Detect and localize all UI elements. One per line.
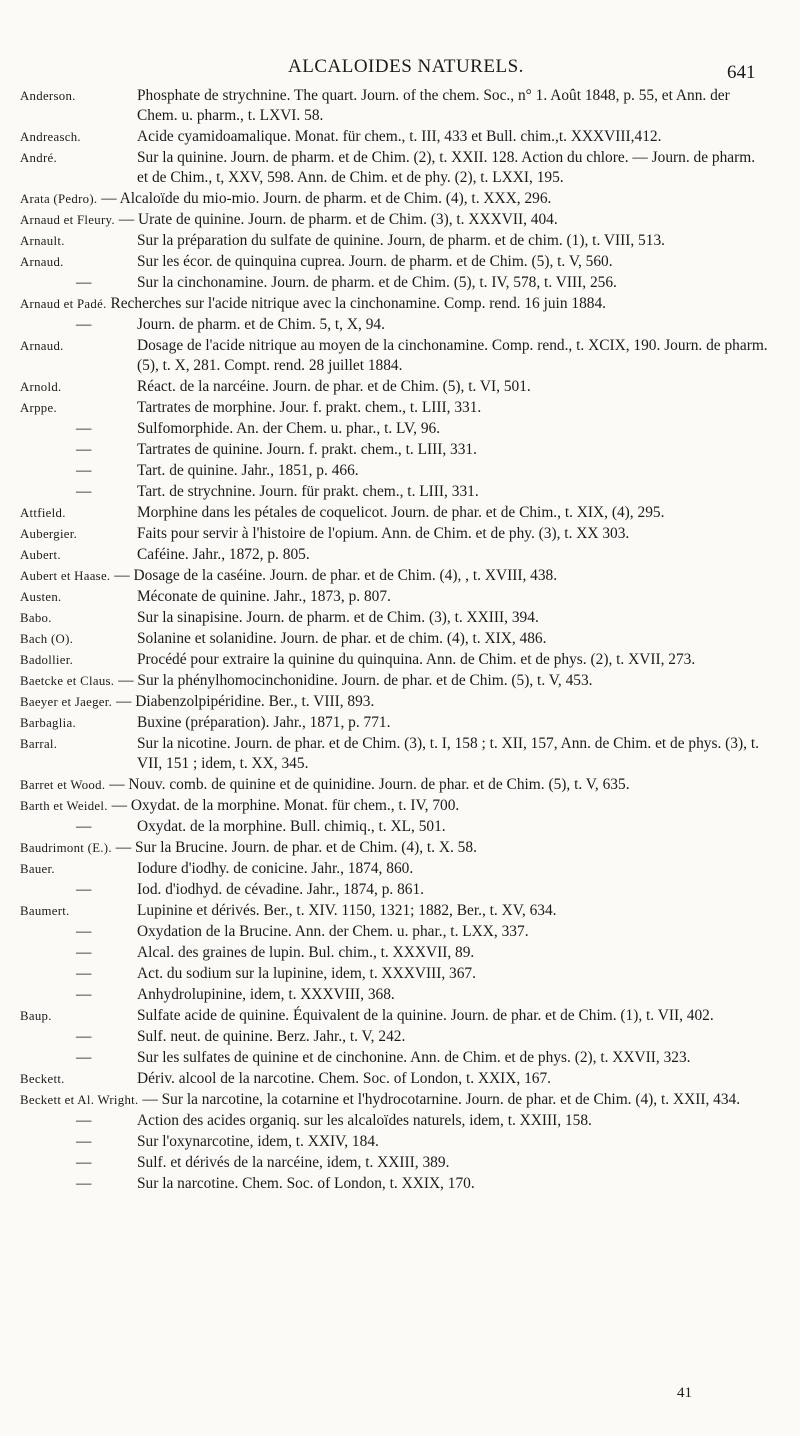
bibliography-entry [20,1153,768,1173]
bibliography-entry [20,231,768,251]
bibliography-entry [20,210,768,230]
bibliography-entry [20,148,768,188]
entry-reference: Caféine. Jahr., 1872, p. 805. [137,546,310,563]
entry-reference: Sur l'oxynarcotine, idem, t. XXIV, 184. [137,1133,379,1150]
bibliography-entry [20,817,768,837]
entry-reference: — Dosage de la caséine. Journ. de phar. et de Chim. (4), , t. XVIII, 438. [114,567,558,584]
entry-reference: Sur les sulfates de quinine et de cinchonine. Ann. de Chim. et de phys. (2), t. XXVII, 323. [137,1049,691,1066]
entry-author: Baetcke et Claus. [20,674,115,688]
signature-mark: 41 [677,1385,692,1401]
bibliography-entry [20,419,768,439]
entry-author: Baup. [20,1009,52,1023]
entry-reference: — Alcaloïde du mio-mio. Journ. de pharm. et de Chim. (4), t. XXX, 296. [101,190,552,207]
entry-reference: — Oxydat. de la morphine. Monat. für chem., t. IV, 700. [111,797,460,814]
entry-reference: Buxine (préparation). Jahr., 1871, p. 771. [137,714,391,731]
entry-reference: Anhydrolupinine, idem, t. XXXVIII, 368. [137,986,395,1003]
bibliography-entry [20,1006,768,1026]
ditto-dash: — [76,965,92,982]
bibliography-entry [20,440,768,460]
entry-author: Baeyer et Jaeger. [20,695,113,709]
bibliography-entry [20,901,768,921]
bibliography-entry [20,838,768,858]
bibliography-entry [20,692,768,712]
entry-author: Aubert et Haase. [20,569,111,583]
bibliography-entry [20,273,768,293]
entry-reference: Recherches sur l'acide nitrique avec la cinchonamine. Comp. rend. 16 juin 1884. [110,295,606,312]
entry-author: Arnaud. [20,339,64,353]
ditto-dash: — [76,316,92,333]
bibliography-entry [20,503,768,523]
page-header [0,52,800,82]
bibliography-entry [20,566,768,586]
bibliography-entry [20,713,768,733]
ditto-dash: — [76,441,92,458]
ditto-dash: — [76,1028,92,1045]
bibliography-list [20,86,768,1195]
bibliography-entry [20,964,768,984]
bibliography-entry [20,189,768,209]
entry-reference: — Sur la Brucine. Journ. de phar. et de Chim. (4), t. X. 58. [115,839,477,856]
entry-reference: Tartrates de quinine. Journ. f. prakt. chem., t. LIII, 331. [137,441,477,458]
entry-author: Babo. [20,611,52,625]
bibliography-entry [20,377,768,397]
entry-author: Bauer. [20,862,55,876]
entry-reference: Oxydat. de la morphine. Bull. chimiq., t. XL, 501. [137,818,446,835]
bibliography-entry [20,1111,768,1131]
entry-reference: — Sur la phénylhomocinchonidine. Journ. de phar. et de Chim. (5), t. V, 453. [118,672,593,689]
entry-author: André. [20,151,57,165]
entry-author: Aubergier. [20,527,78,541]
bibliography-entry [20,252,768,272]
entry-reference: Sulfomorphide. An. der Chem. u. phar., t. LV, 96. [137,420,441,437]
entry-reference: Morphine dans les pétales de coquelicot. Journ. de phar. et de Chim., t. XIX, (4), 295. [137,504,665,521]
entry-reference: Act. du sodium sur la lupinine, idem, t. XXXVIII, 367. [137,965,476,982]
entry-reference: Sur les écor. de quinquina cuprea. Journ. de pharm. et de Chim. (5), t. V, 560. [137,253,613,270]
bibliography-entry [20,86,768,126]
entry-reference: — Urate de quinine. Journ. de pharm. et de Chim. (3), t. XXXVII, 404. [118,211,558,228]
entry-reference: Sur la quinine. Journ. de pharm. et de Chim. (2), t. XXII. 128. Action du chlore. — Journ. de pharm. et de Chim., t, XXV, 598. Ann. de Chim. et de phy. (2), t. LXXI, 195. [137,149,756,186]
entry-reference: Sur la préparation du sulfate de quinine. Journ, de pharm. et de chim. (1), t. VIII, 513. [137,232,665,249]
ditto-dash: — [76,1112,92,1129]
bibliography-entry [20,398,768,418]
entry-author: Barret et Wood. [20,778,106,792]
entry-author: Badollier. [20,653,74,667]
ditto-dash: — [76,274,92,291]
running-title: ALCALOIDES NATURELS. [288,56,524,77]
bibliography-entry [20,608,768,628]
entry-reference: Action des acides organiq. sur les alcaloïdes naturels, idem, t. XXIII, 158. [137,1112,592,1129]
entry-author: Anderson. [20,89,76,103]
bibliography-entry [20,315,768,335]
bibliography-entry [20,587,768,607]
entry-reference: Iodure d'iodhy. de conicine. Jahr., 1874, 860. [137,860,414,877]
bibliography-entry [20,796,768,816]
entry-author: Arnaud et Fleury. [20,213,115,227]
ditto-dash: — [76,818,92,835]
entry-author: Barth et Weidel. [20,799,108,813]
entry-reference: Oxydation de la Brucine. Ann. der Chem. u. phar., t. LXX, 337. [137,923,529,940]
bibliography-entry [20,1048,768,1068]
bibliography-entry [20,943,768,963]
ditto-dash: — [76,1154,92,1171]
ditto-dash: — [76,462,92,479]
bibliography-entry [20,1132,768,1152]
bibliography-entry [20,650,768,670]
bibliography-entry [20,859,768,879]
entry-reference: Tart. de strychnine. Journ. für prakt. chem., t. LIII, 331. [137,483,479,500]
entry-author: Beckett. [20,1072,65,1086]
entry-reference: Sur la sinapisine. Journ. de pharm. et de Chim. (3), t. XXIII, 394. [137,609,539,626]
page-number: 641 [727,62,756,83]
entry-reference: — Diabenzolpipéridine. Ber., t. VIII, 893. [116,693,375,710]
bibliography-entry [20,1027,768,1047]
entry-author: Arnaud et Padé. [20,297,107,311]
entry-author: Arnault. [20,234,65,248]
entry-reference: Sulfate acide de quinine. Équivalent de la quinine. Journ. de phar. et de Chim. (1), t. VII, 402. [137,1007,714,1024]
entry-reference: Sulf. et dérivés de la narcéine, idem, t. XXIII, 389. [137,1154,450,1171]
bibliography-entry [20,775,768,795]
entry-reference: — Nouv. comb. de quinine et de quinidine. Journ. de phar. et de Chim. (5), t. V, 635. [109,776,630,793]
ditto-dash: — [76,420,92,437]
bibliography-entry [20,461,768,481]
bibliography-entry [20,336,768,376]
entry-reference: Procédé pour extraire la quinine du quinquina. Ann. de Chim. et de phys. (2), t. XVII, 273. [137,651,696,668]
entry-reference: Sulf. neut. de quinine. Berz. Jahr., t. V, 242. [137,1028,406,1045]
entry-reference: Alcal. des graines de lupin. Bul. chim., t. XXXVII, 89. [137,944,475,961]
entry-author: Beckett et Al. Wright. [20,1093,139,1107]
ditto-dash: — [76,483,92,500]
entry-reference: Dériv. alcool de la narcotine. Chem. Soc. of London, t. XXIX, 167. [137,1070,552,1087]
entry-reference: — Sur la narcotine, la cotarnine et l'hydrocotarnine. Journ. de phar. et de Chim. (4), t. XXII, 434. [142,1091,741,1108]
bibliography-entry [20,1090,768,1110]
bibliography-entry [20,294,768,314]
ditto-dash: — [76,923,92,940]
entry-reference: Sur la narcotine. Chem. Soc. of London, t. XXIX, 170. [137,1175,475,1192]
entry-reference: Réact. de la narcéine. Journ. de phar. et de Chim. (5), t. VI, 501. [137,378,531,395]
entry-reference: Lupinine et dérivés. Ber., t. XIV. 1150, 1321; 1882, Ber., t. XV, 634. [137,902,557,919]
bibliography-entry [20,545,768,565]
bibliography-entry [20,671,768,691]
entry-author: Arata (Pedro). [20,192,98,206]
entry-author: Andreasch. [20,130,81,144]
entry-author: Baudrimont (E.). [20,841,112,855]
entry-author: Bach (O). [20,632,74,646]
entry-reference: Tart. de quinine. Jahr., 1851, p. 466. [137,462,359,479]
bibliography-entry [20,524,768,544]
entry-reference: Tartrates de morphine. Jour. f. prakt. chem., t. LIII, 331. [137,399,482,416]
ditto-dash: — [76,986,92,1003]
entry-author: Arnold. [20,380,62,394]
entry-author: Barbaglia. [20,716,76,730]
bibliography-entry [20,734,768,774]
bibliography-entry [20,985,768,1005]
entry-reference: Dosage de l'acide nitrique au moyen de la cinchonamine. Comp. rend., t. XCIX, 190. Journ. de pharm. (5), t. X, 281. Compt. rend. 28 juillet 1884. [137,337,768,374]
bibliography-entry [20,629,768,649]
ditto-dash: — [76,881,92,898]
entry-author: Baumert. [20,904,70,918]
entry-reference: Méconate de quinine. Jahr., 1873, p. 807. [137,588,391,605]
entry-author: Attfield. [20,506,66,520]
entry-author: Arnaud. [20,255,64,269]
bibliography-entry [20,922,768,942]
bibliography-entry [20,127,768,147]
entry-reference: Acide cyamidoamalique. Monat. für chem., t. III, 433 et Bull. chim.,t. XXXVIII,412. [137,128,662,145]
entry-reference: Sur la cinchonamine. Journ. de pharm. et de Chim. (5), t. IV, 578, t. VIII, 256. [137,274,617,291]
ditto-dash: — [76,1049,92,1066]
entry-reference: Sur la nicotine. Journ. de phar. et de Chim. (3), t. I, 158 ; t. XII, 157, Ann. de Chim. et de phys. (3), t. VII, 151 ; idem, t. XX, 345. [137,735,759,772]
entry-author: Barral. [20,737,58,751]
entry-reference: Phosphate de strychnine. The quart. Journ. of the chem. Soc., n° 1. Août 1848, p. 55, et Ann. der Chem. u. pharm., t. LXVI. 58. [137,87,730,124]
entry-author: Arppe. [20,401,57,415]
bibliography-entry [20,1174,768,1194]
entry-reference: Iod. d'iodhyd. de cévadine. Jahr., 1874, p. 861. [137,881,425,898]
entry-reference: Journ. de pharm. et de Chim. 5, t, X, 94. [137,316,385,333]
bibliography-entry [20,880,768,900]
ditto-dash: — [76,1175,92,1192]
ditto-dash: — [76,944,92,961]
bibliography-entry [20,1069,768,1089]
bibliography-entry [20,482,768,502]
ditto-dash: — [76,1133,92,1150]
entry-author: Aubert. [20,548,61,562]
entry-reference: Faits pour servir à l'histoire de l'opium. Ann. de Chim. et de phy. (3), t. XX 303. [137,525,630,542]
entry-author: Austen. [20,590,62,604]
entry-reference: Solanine et solanidine. Journ. de phar. et de chim. (4), t. XIX, 486. [137,630,547,647]
